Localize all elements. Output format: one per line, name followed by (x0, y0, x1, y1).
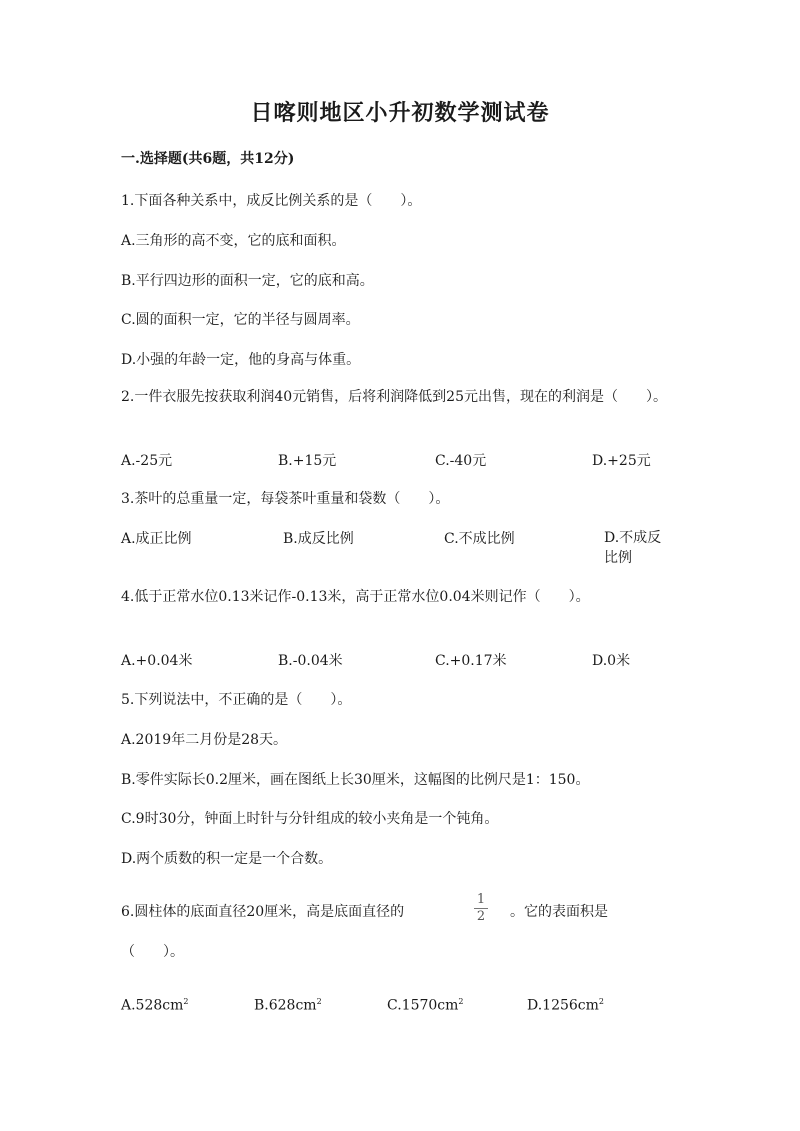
question-4-option-c: C.+0.17米 (435, 653, 507, 669)
option-d-text: D.1256cm (527, 997, 599, 1014)
unit-superscript: 2 (183, 997, 189, 1006)
question-6-option-d (527, 997, 604, 1014)
question-3-option-b: B.成反比例 (283, 531, 354, 547)
question-1-option-d: D.小强的年龄一定，他的身高与体重。 (121, 352, 361, 368)
unit-superscript: 2 (316, 997, 322, 1006)
question-4-option-a: A.+0.04米 (121, 653, 193, 669)
question-3-option-a: A.成正比例 (121, 531, 192, 547)
question-6-blank: （ ）。 (121, 944, 184, 960)
question-2-option-c: C.-40元 (435, 453, 487, 469)
question-1-option-a: A.三角形的高不变，它的底和面积。 (121, 233, 346, 249)
question-5-option-d: D.两个质数的积一定是一个合数。 (121, 851, 333, 867)
question-6-stem-start: 6.圆柱体的底面直径20厘米，高是底面直径的 (121, 904, 405, 920)
unit-superscript: 2 (598, 997, 605, 1006)
question-5-option-a: A.2019年二月份是28天。 (121, 732, 288, 748)
option-b-text: B.628cm (254, 997, 317, 1014)
question-2-stem: 2.一件衣服先按获取利润40元销售，后将利润降低到25元出售，现在的利润是（ ）。 (121, 389, 667, 405)
question-3-stem: 3.茶叶的总重量一定，每袋茶叶重量和袋数（ ）。 (121, 491, 450, 507)
question-2-option-a: A.-25元 (121, 453, 173, 469)
question-2-option-b: B.+15元 (278, 453, 337, 469)
question-6-option-a (121, 997, 189, 1014)
option-a-text: A.528cm (121, 997, 184, 1014)
fraction-one-half (474, 893, 488, 924)
question-3-option-c: C.不成比例 (444, 531, 515, 547)
question-6-option-c (387, 997, 464, 1014)
question-5-option-c: C.9时30分，钟面上时针与分针组成的较小夹角是一个钝角。 (121, 811, 499, 827)
option-c-text: C.1570cm (387, 997, 459, 1014)
question-3-option-d: D.不成反比例 (604, 530, 662, 566)
question-4-stem: 4.低于正常水位0.13米记作-0.13米，高于正常水位0.04米则记作（ ）。 (121, 589, 590, 605)
fraction-numerator: 1 (476, 892, 486, 907)
question-1-option-c: C.圆的面积一定，它的半径与圆周率。 (121, 312, 360, 328)
question-4-option-d: D.0米 (592, 653, 631, 669)
question-5-stem: 5.下列说法中，不正确的是（ ）。 (121, 692, 352, 708)
question-6-option-b (254, 997, 322, 1014)
question-2-option-d: D.+25元 (592, 453, 651, 469)
question-1-option-b: B.平行四边形的面积一定，它的底和高。 (121, 273, 374, 289)
unit-superscript: 2 (458, 997, 464, 1006)
question-6-stem-end: 。它的表面积是 (510, 904, 608, 920)
question-1-stem: 1.下面各种关系中，成反比例关系的是（ ）。 (121, 193, 422, 209)
page-title: 日喀则地区小升初数学测试卷 (250, 100, 550, 126)
fraction-denominator: 2 (476, 909, 486, 924)
question-4-option-b: B.-0.04米 (278, 653, 343, 669)
question-5-option-b: B.零件实际长0.2厘米，画在图纸上长30厘米，这幅图的比例尺是1：150。 (121, 772, 590, 788)
section-heading: 一.选择题(共6题，共12分) (121, 151, 295, 167)
